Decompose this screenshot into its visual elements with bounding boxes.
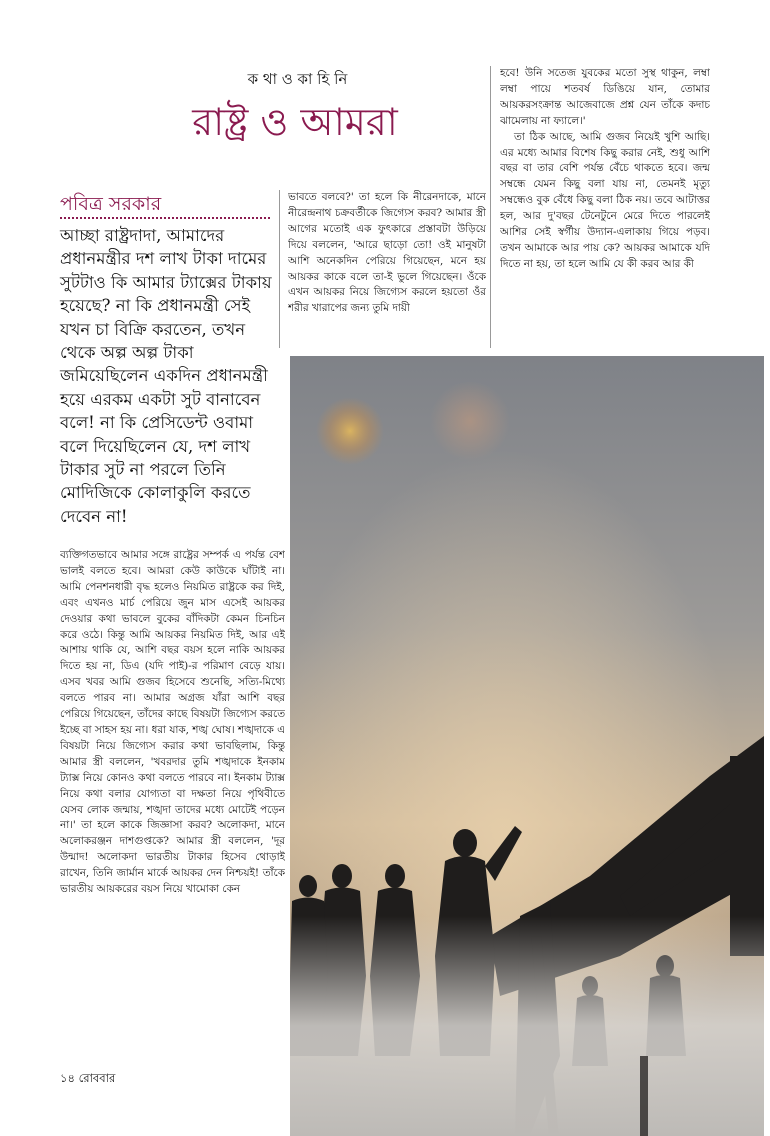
page-folio: ১৪ রোববার — [60, 1071, 116, 1085]
column-divider — [279, 190, 280, 348]
series-label: ক থা ও কা হি নি — [247, 70, 348, 88]
photo-illustration — [290, 356, 764, 1136]
lead-paragraph — [60, 224, 285, 528]
author-name: পবিত্র সরকার — [60, 193, 162, 215]
body-text: ব্যক্তিগতভাবে আমার সঙ্গে রাষ্ট্রের সম্পর্ক এ পর্যন্ত বেশ ভালই বলতে হবে। আমরা কেউ কাউকে ঘাঁটাই না। আমি পেনশনধারী বৃদ্ধ হলেও নিয়মিত রাষ্ট্রকে কর দিই, এবং এখনও মার্চ পেরিয়ে জুন মাস এসেই আয়কর দেওয়ার কথা ভাবলে বুকের বাঁদিকটা কেমন চিনচিন করে ওঠে। কিন্তু আমি আয়কর নিয়মিত দিই, আর এই আশায় থাকি যে, আশি বছর বয়স হলে নাকি আয়কর দিতে হয় না, ডিএ (যদি পাই)-র পরিমাণ বেড়ে যায়। এসব খবর আমি গুজব হিসেবে শুনেছি, সত্যি-মিথ্যে বলতে পারব না। আমার অগ্রজ যাঁরা আশি বছর পেরিয়ে গিয়েছেন, তাঁদের কাছে বিষয়টা জিগ্যেস করতে ইচ্ছে বা সাহস হয় না। ধরা যাক, শঙ্খ ঘোষ। শঙ্খদাকে এ বিষয়টা নিয়ে জিগ্যেস করার কথা ভাবছিলাম, কিন্তু আমার স্ত্রী বললেন, 'খবরদার তুমি শঙ্খদাকে ইনকাম ট্যাক্স নিয়ে কোনও কথা বলতে পারবে না। ইনকাম ট্যাক্স নিয়ে কথা বলার যোগ্যতা বা দক্ষতা নিয়ে পৃথিবীতে যেসব লোক জন্মায়, শঙ্খদা তাদের মধ্যে মোটেই পড়েন না।' তা হলে কাকে জিজ্ঞাসা করব? অলোকদা, মানে অলোকরঞ্জন দাশগুপ্তকে? আমার স্ত্রী বললেন, 'দূর উন্মাদ! অলোকদা ভারতীয় টাকার হিসেব থোড়াই রাখেন, তিনি জার্মান মার্কে আয়কর দেন নিশ্চয়ই! তাঁকে ভারতীয় আয়করের বয়স নিয়ে খামোকা কেন — [60, 549, 285, 896]
author-divider — [60, 217, 270, 219]
body-text: তা ঠিক আছে, আমি গুজব নিয়েই খুশি আছি। এর মধ্যে আমার বিশেষ কিছু করার নেই, শুধু আশি বছর বা তার বেশি পর্যন্ত বেঁচে থাকতে হবে। জন্ম সম্বন্ধে যেমন কিছু বলা যায় না, তেমনই মৃত্যু সম্বন্ধেও বুক বেঁধে কিছু বলা ঠিক নয়। তবে আটাত্তর হল, আর দু'বছর টেনেটুনে মেরে দিতে পারলেই আশির সেই স্বর্গীয় উদ্যান-এলাকায় গিয়ে পড়ব। তখন আমাকে আর পায় কে? আয়কর আমাকে যদি দিতে না হয়, তা হলে আমি যে কী করব আর কী — [500, 130, 710, 270]
article-title: রাষ্ট্র ও আমরা — [192, 100, 398, 144]
body-text: হবে! উনি সতেজ যুবকের মতো সুস্থ থাকুন, লম্বা লম্বা পায়ে শতবর্ষ ডিঙিয়ে যান, তোমার আয়করসংক্রান্ত আজেবাজে প্রশ্ন যেন তাঁকে কদাচ ঝামেলায় না ফ্যালে।' — [500, 67, 710, 127]
body-column-2 — [288, 190, 486, 348]
soldiers-artillery-photo — [290, 356, 764, 1136]
body-text: ভাবতে বলবে?' তা হলে কি নীরেনদাকে, মানে নীরেন্দ্রনাথ চক্রবর্তীকে জিগ্যেস করব? আমার স্ত্রী আগের মতোই এক ফুৎকারে প্রস্তাবটা উড়িয়ে দিয়ে বললেন, 'আরে ছাড়ো তো! ওই মানুষটা আশি অনেকদিন পেরিয়ে গিয়েছেন, মনে হয় আয়কর কাকে বলে তা-ই ভুলে গিয়েছেন। ওঁকে এখন আয়কর নিয়ে জিগ্যেস করলে হয়তো ওঁর শরীর খারাপের জন্য তুমি দায়ী — [288, 191, 486, 315]
body-column-3 — [500, 66, 710, 348]
body-column-1 — [60, 548, 285, 1063]
column-divider — [490, 66, 491, 348]
lead-text: আচ্ছা রাষ্ট্রদাদা, আমাদের প্রধানমন্ত্রীর দশ লাখ টাকা দামের সুটটাও কি আমার ট্যাক্সের টাকায় হয়েছে? না কি প্রধানমন্ত্রী সেই যখন চা বিক্রি করতেন, তখন থেকে অল্প অল্প টাকা জমিয়েছিলেন একদিন প্রধানমন্ত্রী হয়ে এরকম একটা সুট বানাবেন বলে! না কি প্রেসিডেন্ট ওবামা বলে দিয়েছিলেন যে, দশ লাখ টাকার সুট না পরলে তিনি মোদিজিকে কোলাকুলি করতে দেবেন না! — [60, 226, 272, 526]
